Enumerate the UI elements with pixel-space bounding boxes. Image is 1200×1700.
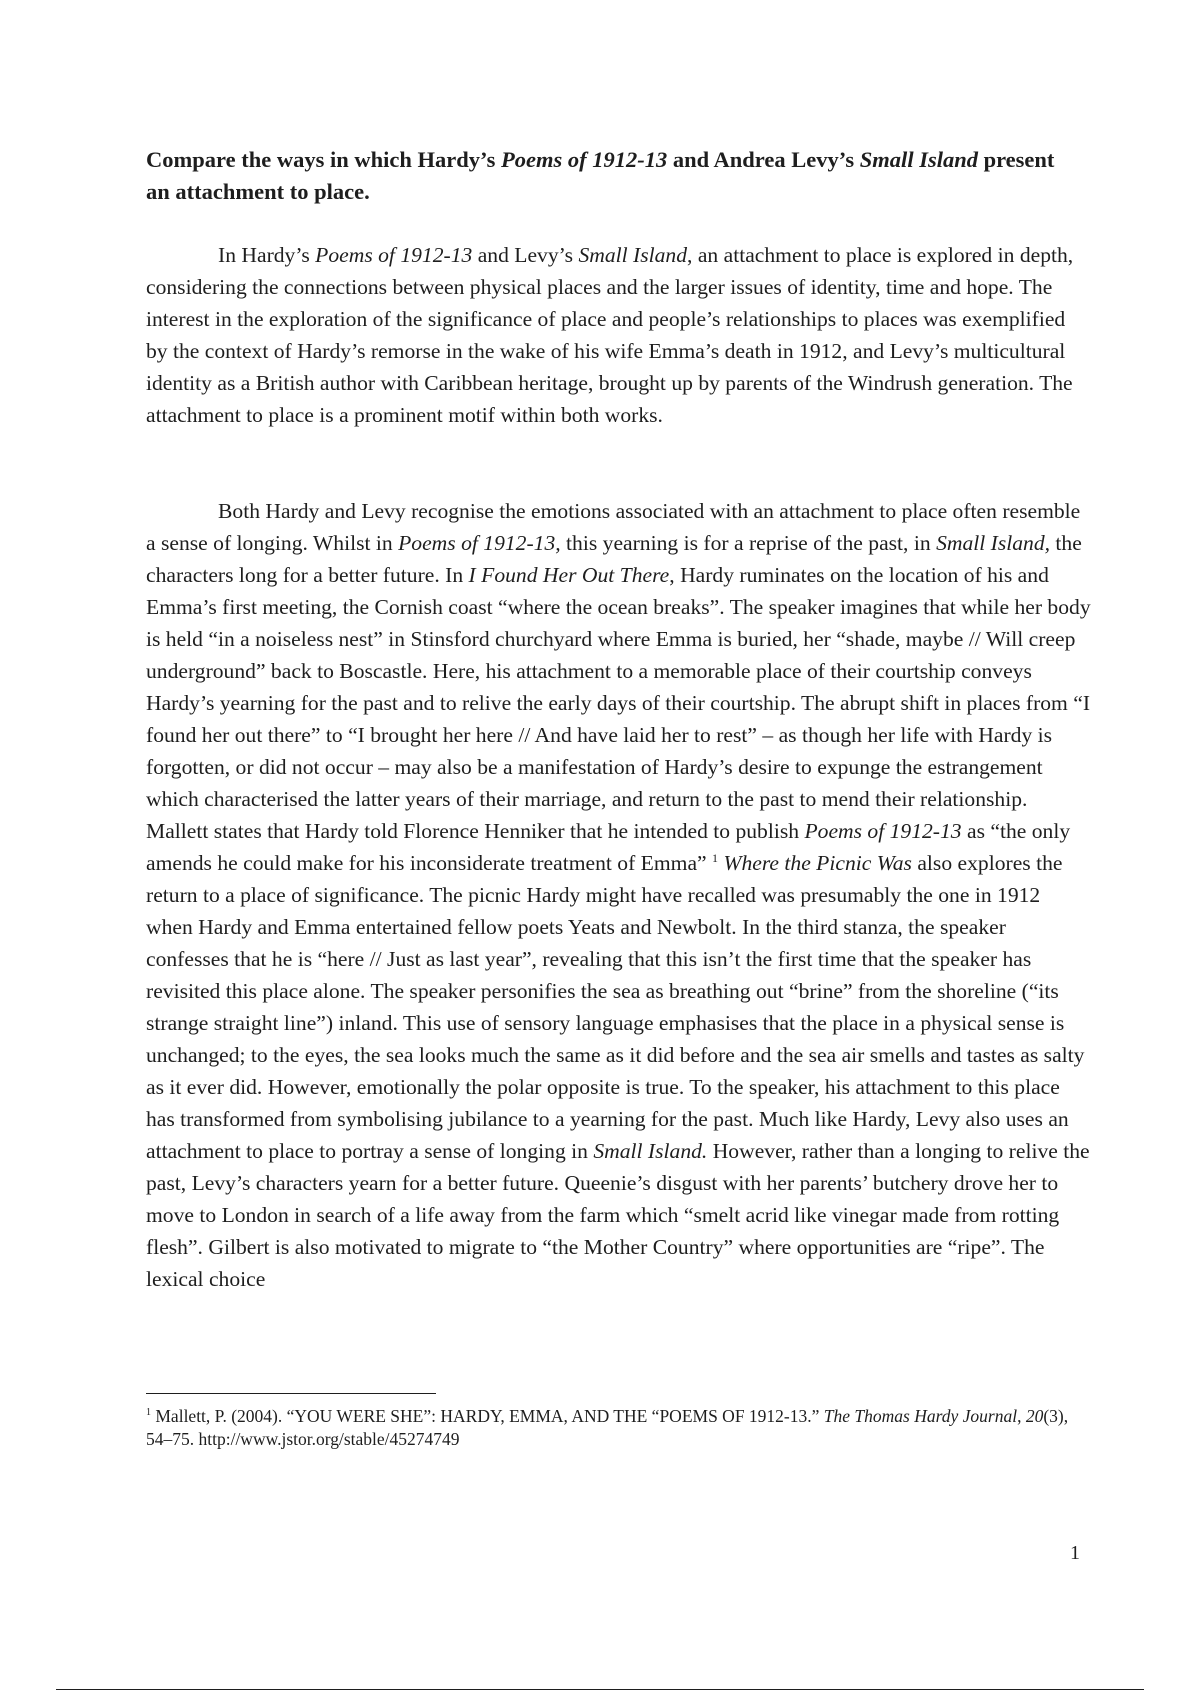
title-text: Compare the ways in which Hardy’s [146,147,502,172]
title-text: present an attachment to place. [146,147,1055,204]
page-bottom-divider [56,1689,1144,1690]
journal-volume: 20 [1025,1406,1044,1426]
page-number: 1 [1070,1542,1080,1564]
title-work-levy: Small Island [859,147,978,172]
poem-title: Where the Picnic Was [723,851,912,875]
paragraph-introduction: In Hardy’s Poems of 1912-13 and Levy’s Small Island, an attachment to place is explored in depth, considering the connections between physical places and the larger issues of identity, time and hope. The interest in the exploration of the significance of place and people’s relationships to places was exemplified by the context of Hardy’s remorse in the wake of his wife Emma’s death in 1912, and Levy’s multicultural identity as a British author with Caribbean heritage, brought up by parents of the Windrush generation. The attachment to place is a prominent motif within both works. [146,243,1074,427]
citation-link[interactable]: (3), 54–75. http://www.jstor.org/stable/45274749 [146,1406,1069,1449]
work-title: Poems of 1912-13 [315,243,473,267]
work-title: Small Island. [593,1139,708,1163]
work-title: Poems of 1912-13, [398,531,561,555]
footnote-marker: 1 [146,1407,151,1419]
footnote: $^1$ Mallett, P. (2004). “YOU WERE SHE”: HARDY, EMMA, AND THE “POEMS OF 1912-13.” The Thomas Hardy Journal, 20(3), 54–75. http://www.jstor.org/stable/45274749 [146,1406,1069,1449]
paragraph-longing: Both Hardy and Levy recognise the emotions associated with an attachment to place often resemble a sense of longing. Whilst in Poems of 1912-13, this yearning is for a reprise of the past, in Small Island, the characters long for a better future. In I Found Her Out There, Hardy ruminates on the location of his and Emma’s first meeting, the Cornish coast “where the ocean breaks”. The speaker imagines that while her body is held “in a noiseless nest” in Stinsford churchyard where Emma is buried, her “shade, maybe // Will creep underground” back to Boscastle. Here, his attachment to a memorable place of their courtship conveys Hardy’s yearning for the past and to relive the early days of their courtship. The abrupt shift in places from “I found her out there” to “I brought her here // And have laid her to rest” – as though her life with Hardy is forgotten, or did not occur – may also be a manifestation of Hardy’s desire to expunge the estrangement which characterised the latter years of their marriage, and return to the past to mend their relationship. Mallett states that Hardy told Florence Henniker that he intended to publish Poems of 1912-13 as “the only amends he could make for his inconsiderate treatment of Emma” $^1$ Where the Picnic Was also explores the return to a place of significance. The picnic Hardy might have recalled was presumably the one in 1912 when Hardy and Emma entertained fellow poets Yeats and Newbolt. In the third stanza, the speaker confesses that he is “here // Just as last year”, revealing that this isn’t the first time that the speaker has revisited this place alone. The speaker personifies the sea as breathing out “brine” from the shoreline (“its strange straight line”) inland. This use of sensory language emphasises that the place in a physical sense is unchanged; to the eyes, the sea looks much the same as it did before and the sea air smells and tastes as salty as it ever did. However, emotionally the polar opposite is true. To the speaker, his attachment to this place has transformed from symbolising jubilance to a yearning for the past. Much like Hardy, Levy also uses an attachment to place to portray a sense of longing in Small Island. However, rather than a longing to relive the past, Levy’s characters yearn for a better future. Queenie’s disgust with her parents’ butchery drove her to move to London in search of a life away from the farm which “smelt acrid like vinegar made from rotting flesh”. Gilbert is also motivated to migrate to “the Mother Country” where opportunities are “ripe”. The lexical choice [146,499,1091,1291]
work-title: Poems of 1912-13 [804,819,962,843]
work-title: Small Island [578,243,688,267]
title-work-hardy: Poems of 1912-13 [501,147,668,172]
essay-question-title [146,144,1076,208]
footnote-reference[interactable]: 1 [712,850,719,865]
title-text: and Andrea Levy’s [667,147,860,172]
work-title: Small Island, [936,531,1051,555]
poem-title: I Found Her Out There [468,563,670,587]
journal-title: The Thomas Hardy Journal [823,1406,1018,1426]
footnote-separator [146,1393,436,1394]
